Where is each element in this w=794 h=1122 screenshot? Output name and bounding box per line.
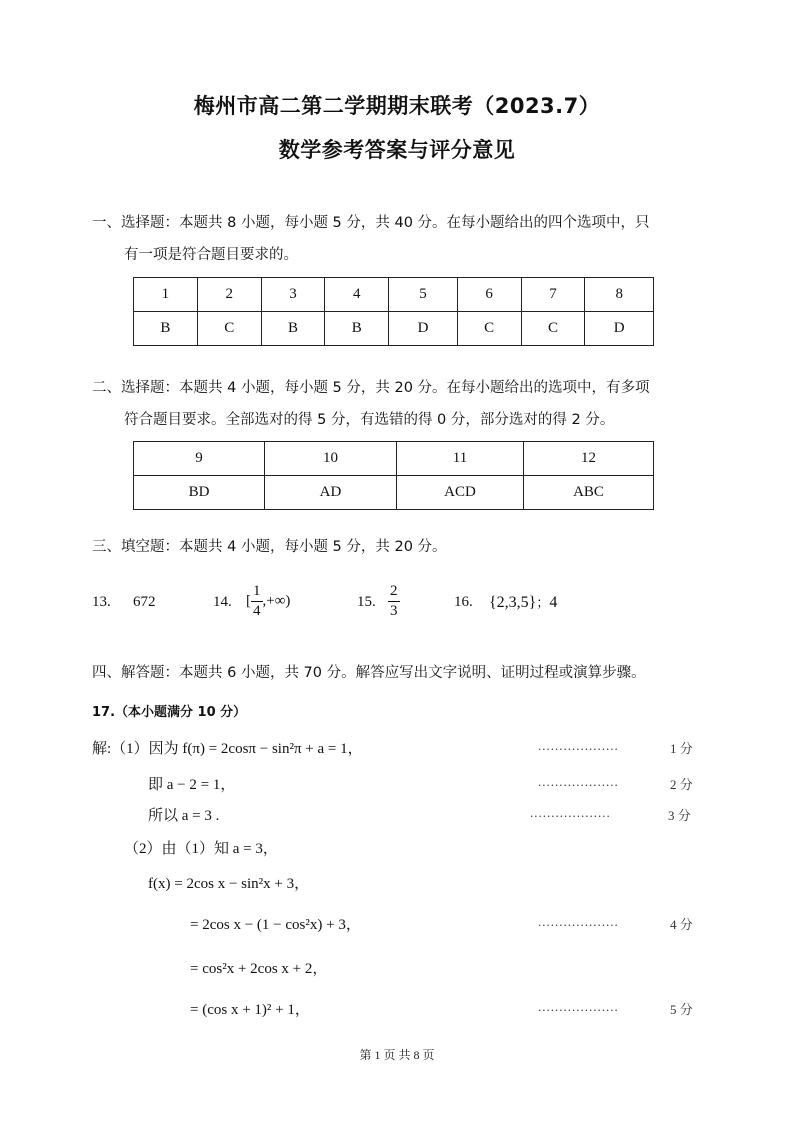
question-number-cell: 12 — [524, 442, 654, 476]
question-number-cell: 7 — [521, 278, 585, 312]
q16-value: 4 — [549, 594, 558, 611]
answer-cell: D — [389, 312, 458, 346]
answer-cell: BD — [134, 476, 265, 510]
answer-cell: C — [457, 312, 521, 346]
score-label: 3 分 — [668, 808, 691, 823]
q14-fraction — [251, 584, 263, 619]
q13-number: 13. — [92, 594, 111, 610]
question-number-cell: 11 — [397, 442, 524, 476]
score-label: 4 分 — [670, 917, 693, 932]
section1-line2: 有一项是符合题目要求的。 — [124, 247, 298, 263]
score-label: 5 分 — [670, 1002, 693, 1017]
section2-line1: 二、选择题：本题共 4 小题，每小题 5 分，共 20 分。在每小题给出的选项中，有多项 — [92, 380, 650, 396]
question-number-cell: 4 — [325, 278, 389, 312]
q14-number: 14. — [213, 594, 232, 610]
answer-table-1 — [133, 277, 654, 346]
question-number-cell: 1 — [134, 278, 198, 312]
question-number-cell: 10 — [265, 442, 397, 476]
q16-set: {2,3,5} — [489, 594, 537, 611]
q14-open-bracket: [ — [246, 592, 251, 609]
q15-answer — [388, 579, 400, 623]
question-number-cell: 8 — [585, 278, 654, 312]
page-title: 梅州市高二第二学期期末联考（2023.7） — [193, 94, 601, 118]
q16-answer — [489, 592, 557, 612]
section1-line1: 一、选择题：本题共 8 小题，每小题 5 分，共 40 分。在每小题给出的四个选项中，只 — [92, 215, 650, 231]
score-dots: ................... — [538, 914, 619, 929]
q15-denominator: 3 — [390, 602, 398, 619]
table-row — [134, 278, 654, 312]
section4-heading: 四、解答题：本题共 6 小题，共 70 分。解答应写出文字说明、证明过程或演算步骤。 — [92, 665, 646, 681]
answer-cell: B — [261, 312, 325, 346]
solution-line-2: 即 a − 2 = 1， — [148, 777, 236, 793]
q15-numerator: 2 — [388, 584, 400, 602]
q13-answer: 672 — [133, 594, 156, 610]
question-number-cell: 9 — [134, 442, 265, 476]
solution-line-8: = (cos x + 1)² + 1， — [190, 1002, 310, 1018]
solution-line-1: 解:（1）因为 f(π) = 2cosπ − sin²π + a = 1， — [92, 741, 363, 757]
table-row — [134, 476, 654, 510]
answer-cell: AD — [265, 476, 397, 510]
question-number-cell: 3 — [261, 278, 325, 312]
q17-heading: 17.（本小题满分 10 分） — [92, 705, 247, 720]
q14-answer — [246, 579, 290, 623]
q16-separator: ； — [536, 596, 550, 611]
score-label: 1 分 — [670, 741, 693, 756]
page-footer: 第 1 页 共 8 页 — [359, 1048, 435, 1062]
solution-line-7: = cos²x + 2cos x + 2， — [190, 961, 328, 977]
table-row — [134, 442, 654, 476]
solution-line-4: （2）由（1）知 a = 3， — [124, 841, 278, 857]
score-dots: ................... — [538, 999, 619, 1014]
table-row — [134, 312, 654, 346]
answer-cell: C — [197, 312, 261, 346]
answer-cell: ACD — [397, 476, 524, 510]
q16-number: 16. — [454, 594, 473, 610]
answer-cell: B — [325, 312, 389, 346]
section3-heading: 三、填空题：本题共 4 小题，每小题 5 分，共 20 分。 — [92, 539, 447, 555]
question-number-cell: 2 — [197, 278, 261, 312]
score-dots: ................... — [538, 774, 619, 789]
q15-fraction — [388, 584, 400, 619]
score-label: 2 分 — [670, 777, 693, 792]
q14-rest: ,+∞) — [262, 592, 291, 609]
section2-line2: 符合题目要求。全部选对的得 5 分，有选错的得 0 分，部分选对的得 2 分。 — [124, 412, 615, 428]
answer-cell: C — [521, 312, 585, 346]
answer-table-2 — [133, 441, 654, 510]
solution-line-5: f(x) = 2cos x − sin²x + 3， — [148, 876, 310, 892]
solution-line-3: 所以 a = 3 . — [148, 808, 220, 824]
q14-denominator: 4 — [253, 602, 261, 619]
answer-cell: B — [134, 312, 198, 346]
solution-line-6: = 2cos x − (1 − cos²x) + 3， — [190, 917, 361, 933]
q14-numerator: 1 — [251, 584, 263, 602]
page-subtitle: 数学参考答案与评分意见 — [278, 138, 516, 162]
q15-number: 15. — [357, 594, 376, 610]
answer-cell: ABC — [524, 476, 654, 510]
answer-cell: D — [585, 312, 654, 346]
score-dots: ................... — [538, 738, 619, 753]
question-number-cell: 5 — [389, 278, 458, 312]
question-number-cell: 6 — [457, 278, 521, 312]
score-dots: ................... — [530, 805, 611, 820]
